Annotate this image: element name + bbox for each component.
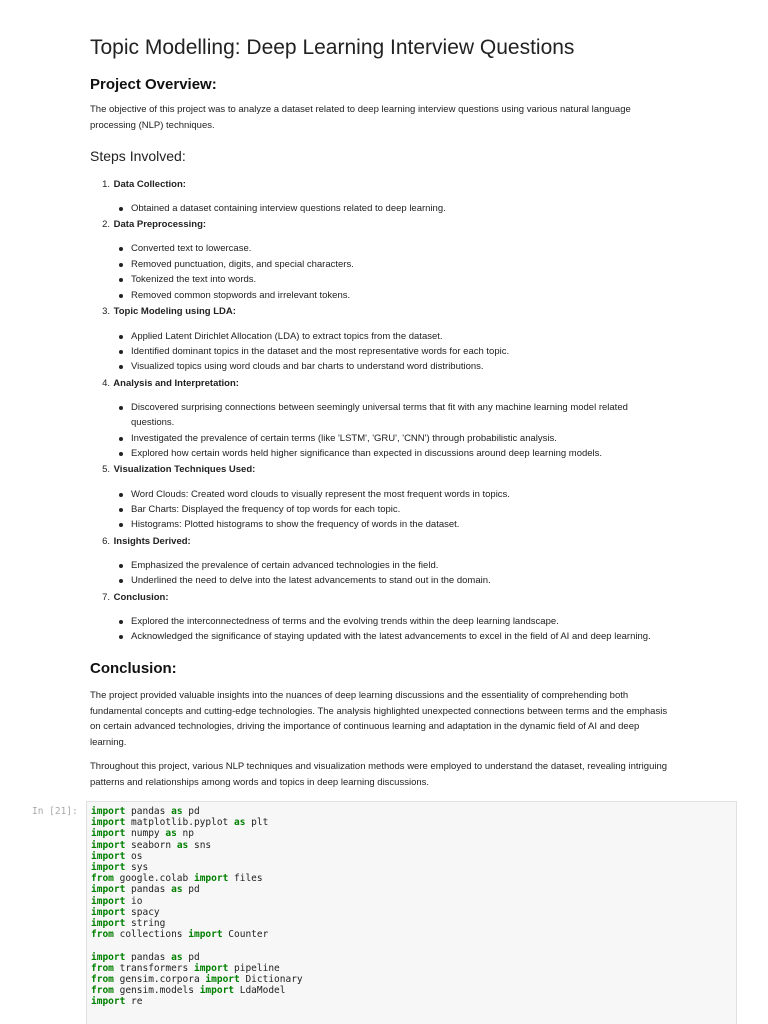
code-text: Dictionary — [239, 974, 303, 985]
code-keyword: from — [91, 873, 114, 885]
overview-line: The objective of this project was to analyze a dataset related to deep learning interview questions using various natural language — [90, 104, 631, 115]
code-keyword: from — [91, 985, 114, 997]
step-item — [90, 177, 186, 192]
code-text: matplotlib.pyplot — [125, 817, 234, 829]
step-bullet — [119, 502, 709, 517]
overview-line: processing (NLP) techniques. — [90, 119, 215, 131]
step-bullet — [119, 614, 709, 629]
bullet-text: Emphasized the prevalence of certain advanced technologies in the field. — [131, 560, 439, 571]
bullet-text: Bar Charts: Displayed the frequency of top words for each topic. — [131, 504, 401, 515]
code-text: pd — [182, 951, 200, 963]
code-text: pandas — [125, 806, 172, 817]
step-number: 2. — [102, 219, 110, 230]
code-text: re — [125, 996, 143, 1008]
code-text: np — [176, 828, 194, 840]
code-line — [91, 974, 303, 985]
step-bullet — [119, 288, 709, 303]
bullet-text: Visualized topics using word clouds and bar charts to understand word distributions. — [131, 361, 484, 372]
step-bullet — [119, 573, 709, 588]
code-text: pd — [182, 884, 200, 896]
bullet-dot-icon — [119, 365, 123, 369]
step-bullet — [119, 446, 709, 461]
code-text: numpy — [125, 828, 166, 840]
code-text: sys — [125, 862, 149, 873]
code-text: gensim.corpora — [113, 974, 206, 985]
code-line — [91, 896, 143, 907]
code-keyword: import — [91, 996, 126, 1008]
conclusion-line: fundamental concepts and cutting-edge technologies. The analysis highlighted unexpected connections between terms and the emphasis — [90, 705, 668, 717]
step-bullet — [119, 241, 709, 256]
step-label: Data Collection: — [111, 179, 186, 190]
bullet-dot-icon — [119, 335, 123, 339]
bullet-text: Discovered surprising connections between seemingly universal terms that fit with any machine learning model related questions. — [131, 402, 628, 428]
bullet-dot-icon — [119, 263, 123, 267]
code-line — [91, 851, 143, 862]
bullet-text: Explored the interconnectedness of terms and the evolving trends within the deep learning landscape. — [131, 616, 559, 627]
code-line — [91, 907, 160, 918]
bullet-dot-icon — [119, 452, 123, 456]
code-text: pipeline — [228, 962, 280, 974]
conclusion-heading — [90, 660, 177, 677]
step-label: Insights Derived: — [111, 536, 191, 547]
step-item — [90, 534, 191, 549]
step-number: 3. — [102, 306, 110, 317]
code-line — [91, 862, 148, 873]
bullet-text: Tokenized the text into words. — [131, 274, 257, 285]
bullet-text: Investigated the prevalence of certain terms (like 'LSTM', 'GRU', 'CNN') through probabilistic analysis. — [131, 433, 557, 444]
code-line — [91, 996, 143, 1007]
bullet-dot-icon — [119, 620, 123, 624]
code-keyword: import — [188, 929, 223, 941]
code-keyword: as — [171, 951, 183, 963]
bullet-dot-icon — [119, 406, 123, 410]
step-label: Topic Modeling using LDA: — [111, 306, 236, 317]
step-bullet — [119, 517, 709, 532]
bullet-text: Histograms: Plotted histograms to show the frequency of words in the dataset. — [131, 519, 460, 530]
bullet-text: Acknowledged the significance of staying updated with the latest advancements to excel in the field of AI and deep learning. — [131, 631, 651, 642]
code-keyword: import — [91, 828, 126, 840]
code-keyword: import — [91, 817, 126, 829]
code-keyword: import — [91, 806, 126, 817]
overview-heading-colon: : — [211, 76, 217, 93]
code-text: gensim.models — [113, 985, 200, 997]
bullet-text: Removed common stopwords and irrelevant tokens. — [131, 290, 351, 301]
code-keyword: import — [199, 985, 235, 997]
cell-prompt: In [21]: — [32, 806, 78, 817]
code-line — [91, 817, 268, 828]
code-keyword: as — [176, 839, 189, 851]
code-line — [91, 828, 194, 839]
code-text: LdaModel — [234, 985, 286, 997]
step-item — [90, 217, 206, 232]
bullet-text: Identified dominant topics in the dataset and the most representative words for each topic. — [131, 346, 510, 357]
code-line — [91, 918, 165, 929]
code-text: pandas — [125, 951, 172, 963]
code-keyword: as — [234, 817, 246, 829]
code-text: files — [228, 873, 263, 885]
code-text: pandas — [125, 884, 172, 896]
conclusion-line: learning. — [90, 736, 127, 748]
code-text: string — [125, 918, 166, 929]
code-text: io — [125, 895, 143, 907]
code-text: google.colab — [113, 873, 194, 885]
step-bullet — [119, 257, 709, 272]
page-title: Topic Modelling: Deep Learning Interview Questions — [90, 36, 575, 59]
code-text: seaborn — [125, 839, 177, 851]
step-bullet — [119, 344, 709, 359]
conclusion-line: patterns and relationships among words and topics in deep learning discussions. — [90, 776, 430, 788]
code-text: collections — [113, 929, 189, 941]
bullet-text: Word Clouds: Created word clouds to visually represent the most frequent words in topics. — [131, 489, 510, 500]
code-keyword: import — [91, 918, 126, 929]
step-item — [90, 590, 169, 605]
bullet-dot-icon — [119, 437, 123, 441]
bullet-text: Removed punctuation, digits, and special characters. — [131, 259, 354, 270]
code-keyword: import — [91, 895, 126, 907]
step-number: 4. — [102, 378, 110, 389]
code-cell[interactable] — [86, 801, 737, 1024]
step-label: Analysis and Interpretation: — [111, 378, 239, 389]
step-bullet — [119, 431, 709, 446]
step-bullet — [119, 359, 709, 374]
code-keyword: import — [91, 839, 126, 851]
code-keyword: import — [91, 850, 126, 862]
step-bullet — [119, 400, 709, 430]
code-keyword: as — [171, 806, 183, 817]
code-line — [91, 963, 280, 974]
overview-heading-text: Project Overview — [90, 76, 212, 93]
bullet-dot-icon — [119, 294, 123, 298]
step-number: 7. — [102, 592, 110, 603]
code-text: spacy — [125, 906, 160, 918]
code-keyword: import — [193, 962, 229, 974]
code-line — [91, 952, 200, 963]
bullet-text: Obtained a dataset containing interview questions related to deep learning. — [131, 203, 446, 214]
bullet-dot-icon — [119, 350, 123, 354]
conclusion-heading-text: Conclusion — [90, 660, 172, 677]
code-keyword: from — [91, 974, 114, 985]
code-line — [91, 806, 200, 817]
conclusion-heading-colon: : — [171, 660, 177, 677]
code-text: pd — [182, 806, 200, 817]
step-bullet — [119, 487, 709, 502]
conclusion-paragraph-2 — [90, 759, 730, 790]
bullet-text: Explored how certain words held higher significance than expected in discussions around deep learning models. — [131, 448, 603, 459]
code-line — [91, 884, 200, 895]
step-bullet — [119, 629, 709, 644]
code-text: transformers — [113, 962, 194, 974]
step-number: 6. — [102, 536, 110, 547]
code-text: Counter — [222, 929, 269, 941]
bullet-dot-icon — [119, 579, 123, 583]
code-keyword: as — [165, 828, 177, 840]
bullet-dot-icon — [119, 564, 123, 568]
bullet-text: Converted text to lowercase. — [131, 243, 252, 254]
bullet-dot-icon — [119, 635, 123, 639]
step-bullet — [119, 329, 709, 344]
bullet-dot-icon — [119, 508, 123, 512]
step-bullet — [119, 201, 709, 216]
bullet-dot-icon — [119, 493, 123, 497]
step-label: Visualization Techniques Used: — [111, 464, 256, 475]
code-keyword: as — [171, 884, 183, 896]
code-keyword: import — [193, 873, 229, 885]
bullet-dot-icon — [119, 247, 123, 251]
step-bullet — [119, 272, 709, 287]
step-item — [90, 462, 255, 477]
code-line — [91, 929, 268, 940]
step-label: Conclusion: — [111, 592, 169, 603]
step-number: 1. — [102, 179, 110, 190]
step-number: 5. — [102, 464, 110, 475]
step-item — [90, 304, 236, 319]
code-text: os — [125, 850, 143, 862]
conclusion-line: The project provided valuable insights into the nuances of deep learning discussions and the essentiality of comprehending both — [90, 690, 629, 701]
overview-heading — [90, 76, 217, 93]
code-text: sns — [188, 839, 212, 851]
step-bullet — [119, 558, 709, 573]
code-keyword: import — [91, 862, 126, 873]
overview-paragraph — [90, 102, 730, 133]
code-keyword: from — [91, 962, 114, 974]
conclusion-line: Throughout this project, various NLP techniques and visualization methods were employed to understand the dataset, revealing intriguing — [90, 761, 668, 772]
code-text: plt — [245, 817, 269, 829]
code-keyword: import — [91, 884, 126, 896]
conclusion-line: on certain advanced technologies, driving the importance of continuous learning and adaptation in the dynamic field of AI and deep — [90, 721, 640, 732]
bullet-text: Underlined the need to delve into the latest advancements to stand out in the domain. — [131, 575, 491, 586]
code-keyword: import — [91, 906, 126, 918]
steps-heading: Steps Involved: — [90, 148, 186, 164]
step-item — [90, 376, 239, 391]
code-keyword: from — [91, 929, 114, 941]
step-label: Data Preprocessing: — [111, 219, 207, 230]
bullet-dot-icon — [119, 207, 123, 211]
code-line — [91, 840, 211, 851]
bullet-text: Applied Latent Dirichlet Allocation (LDA) to extract topics from the dataset. — [131, 331, 443, 342]
code-line — [91, 873, 263, 884]
bullet-dot-icon — [119, 523, 123, 527]
conclusion-paragraph-1 — [90, 688, 730, 750]
code-keyword: import — [205, 974, 240, 985]
code-line — [91, 985, 286, 996]
code-keyword: import — [91, 951, 126, 963]
bullet-dot-icon — [119, 278, 123, 282]
